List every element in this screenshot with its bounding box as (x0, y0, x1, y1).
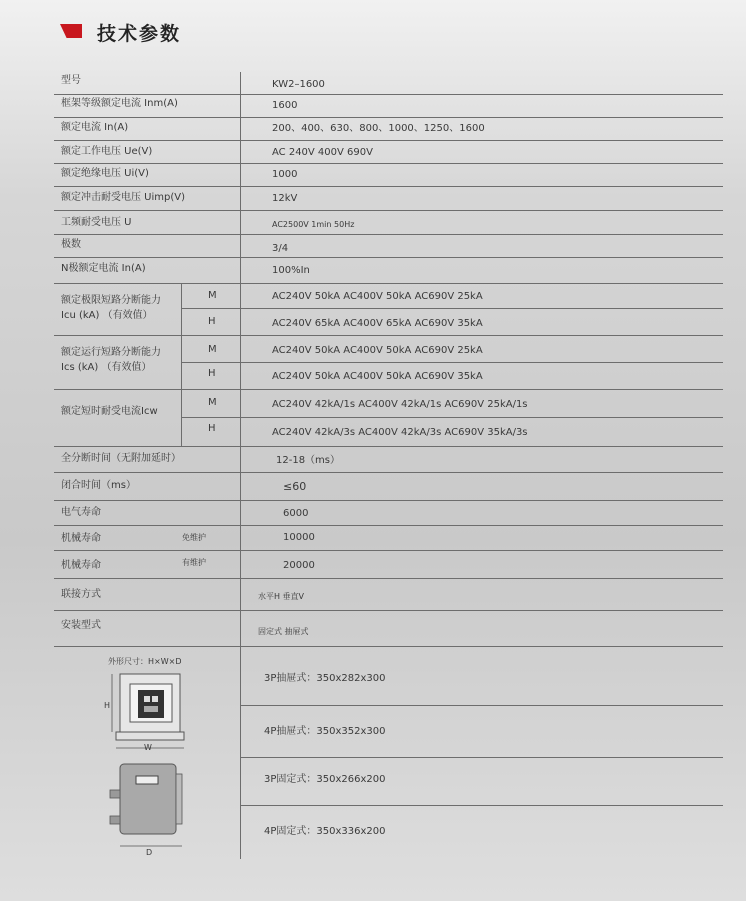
row-divider (181, 417, 723, 418)
icw-h-value: AC240V 42kA/3s AC400V 42kA/3s AC690V 35kA/3s (272, 427, 528, 438)
param-label: 型号 (61, 75, 81, 86)
column-divider (240, 72, 241, 859)
param-label: 机械寿命 (61, 533, 101, 544)
dims-item: 4P固定式：350x336x200 (264, 826, 386, 837)
param-label: 工频耐受电压 U (61, 217, 132, 228)
param-value: KW2–1600 (272, 79, 325, 90)
param-label: 安装型式 (61, 620, 101, 631)
row-divider (54, 234, 723, 235)
icw-m-mark: M (208, 397, 217, 408)
icu-h-value: AC240V 65kA AC400V 65kA AC690V 35kA (272, 318, 483, 329)
param-label: 联接方式 (61, 589, 101, 600)
icw-h-mark: H (208, 423, 216, 434)
param-label: N极额定电流 In(A) (61, 263, 146, 274)
param-label: 额定绝缘电压 Ui(V) (61, 168, 149, 179)
param-label: 电气寿命 (61, 507, 101, 518)
param-value: 固定式 抽屉式 (258, 627, 309, 636)
ics-h-value: AC240V 50kA AC400V 50kA AC690V 35kA (272, 371, 483, 382)
param-label: 额定冲击耐受电压 Uimp(V) (61, 192, 186, 203)
row-divider (54, 117, 723, 118)
page-title: 技术参数 (97, 23, 182, 45)
row-divider (240, 705, 723, 706)
param-label: 框架等级额定电流 Inm(A) (61, 98, 178, 109)
param-value: AC 240V 400V 690V (272, 147, 373, 158)
param-label: 全分断时间（无附加延时） (61, 453, 181, 464)
param-value: 20000 (283, 560, 315, 571)
param-note: 有维护 (182, 558, 206, 567)
param-label: 机械寿命 (61, 560, 101, 571)
row-divider (54, 389, 723, 390)
side-view-drawing (100, 760, 190, 856)
row-divider (240, 757, 723, 758)
icw-label: 额定短时耐受电流Icw (61, 406, 158, 417)
row-divider (54, 472, 723, 473)
param-value: 200、400、630、800、1000、1250、1600 (272, 123, 485, 134)
row-divider (181, 308, 723, 309)
param-value: ≤60 (283, 480, 307, 493)
param-value: 12kV (272, 193, 298, 204)
row-divider (54, 257, 723, 258)
side-view-d-mark: D (146, 848, 153, 857)
row-divider (54, 210, 723, 211)
row-divider (54, 646, 723, 647)
dims-item: 3P抽屉式：350x282x300 (264, 673, 386, 684)
param-value: 1000 (272, 169, 298, 180)
front-view-h-mark: H (104, 701, 111, 710)
front-view-w-mark: W (144, 743, 152, 752)
ics-m-value: AC240V 50kA AC400V 50kA AC690V 25kA (272, 345, 483, 356)
row-divider (54, 94, 723, 95)
icu-h-mark: H (208, 316, 216, 327)
dims-item: 4P抽屉式：350x352x300 (264, 726, 386, 737)
icu-m-mark: M (208, 290, 217, 301)
row-divider (54, 525, 723, 526)
ics-m-mark: M (208, 344, 217, 355)
row-divider (181, 362, 723, 363)
ics-label: 额定运行短路分断能力 (61, 347, 161, 358)
row-divider (54, 186, 723, 187)
row-divider (54, 335, 723, 336)
param-value: 3/4 (272, 243, 289, 254)
dims-label: 外形尺寸：H×W×D (108, 657, 182, 666)
param-value: AC2500V 1min 50Hz (272, 220, 355, 229)
row-divider (54, 610, 723, 611)
row-divider (54, 578, 723, 579)
row-divider (240, 805, 723, 806)
row-divider (54, 446, 723, 447)
ics-sublabel: Ics (kA) （有效值） (61, 362, 152, 373)
dims-item: 3P固定式：350x266x200 (264, 774, 386, 785)
param-value: 10000 (283, 532, 315, 543)
param-label: 闭合时间（ms） (61, 480, 136, 491)
icw-m-value: AC240V 42kA/1s AC400V 42kA/1s AC690V 25kA/1s (272, 399, 528, 410)
icu-m-value: AC240V 50kA AC400V 50kA AC690V 25kA (272, 291, 483, 302)
param-value: 100%In (272, 265, 310, 276)
param-label: 额定工作电压 Ue(V) (61, 146, 153, 157)
param-label: 极数 (61, 239, 81, 250)
row-divider (54, 163, 723, 164)
param-label: 额定电流 In(A) (61, 122, 129, 133)
row-divider (54, 140, 723, 141)
row-divider (54, 500, 723, 501)
ics-h-mark: H (208, 368, 216, 379)
param-value: 水平H 垂直V (258, 592, 305, 601)
row-divider (54, 550, 723, 551)
param-value: 1600 (272, 100, 298, 111)
param-note: 免维护 (182, 533, 206, 542)
param-value: 12-18（ms） (276, 455, 341, 466)
param-value: 6000 (283, 508, 309, 519)
row-divider (54, 283, 723, 284)
icu-label: 额定极限短路分断能力 (61, 295, 161, 306)
title-marker (60, 24, 82, 38)
icu-sublabel: Icu (kA) （有效值） (61, 310, 153, 321)
